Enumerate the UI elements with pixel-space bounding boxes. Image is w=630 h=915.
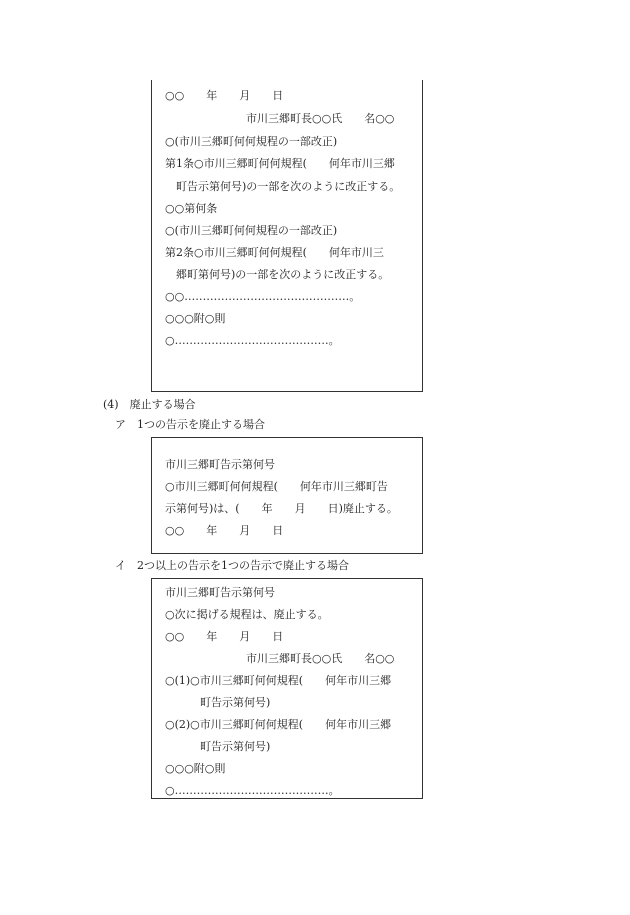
repeal-text-line: ○市川三郷町何何規程( 何年市川三郷町告 [165, 480, 388, 493]
notice-number-line: 市川三郷町告示第何号 [165, 586, 275, 599]
repeal-text-continued: 示第何号)は、( 年 月 日)廃止する。 [165, 502, 398, 515]
body-text-line: ○○………………………………………。 [165, 290, 361, 303]
signature-line: 市川三郷町長○○氏 名○○ [246, 112, 395, 125]
list-item-1: ○(1)○市川三郷町何何規程( 何年市川三郷 [165, 674, 392, 687]
repeal-text-line: ○次に掲げる規程は、廃止する。 [165, 608, 329, 621]
article-2-line: 第2条○市川三郷町何何規程( 何年市川三 [165, 246, 384, 259]
caption-line: ○(市川三郷町何何規程の一部改正) [165, 224, 338, 237]
supplementary-provision-heading: ○○○附○則 [165, 312, 226, 325]
date-line: ○○ 年 月 日 [165, 630, 284, 643]
list-item-1-continued: 町告示第何号) [200, 696, 271, 709]
notice-number-line: 市川三郷町告示第何号 [165, 458, 275, 471]
date-line: ○○ 年 月 日 [165, 524, 284, 537]
supplementary-provision-text: ○……………………………………。 [165, 784, 340, 797]
article-1-line: 第1条○市川三郷町何何規程( 何年市川三郷 [165, 157, 395, 170]
amendment-notice-box [151, 80, 423, 392]
list-item-2: ○(2)○市川三郷町何何規程( 何年市川三郷 [165, 718, 392, 731]
multiple-repeal-notice-box [151, 578, 423, 799]
date-line: ○○ 年 月 日 [165, 89, 284, 102]
subsection-a-heading: ア 1つの告示を廃止する場合 [115, 418, 265, 431]
article-2-continued: 郷町第何号)の一部を次のように改正する。 [176, 268, 390, 281]
article-number-line: ○○第何条 [165, 202, 218, 215]
list-item-2-continued: 町告示第何号) [200, 740, 271, 753]
subsection-i-heading: イ 2つ以上の告示を1つの告示で廃止する場合 [115, 559, 349, 572]
single-repeal-notice-box [151, 437, 423, 554]
article-1-continued: 町告示第何号)の一部を次のように改正する。 [176, 180, 401, 193]
supplementary-provision-heading: ○○○附○則 [165, 762, 226, 775]
section-4-heading: (4) 廃止する場合 [103, 398, 196, 411]
signature-line: 市川三郷町長○○氏 名○○ [246, 652, 395, 665]
supplementary-provision-text: ○……………………………………。 [165, 334, 340, 347]
caption-line: ○(市川三郷町何何規程の一部改正) [165, 135, 338, 148]
